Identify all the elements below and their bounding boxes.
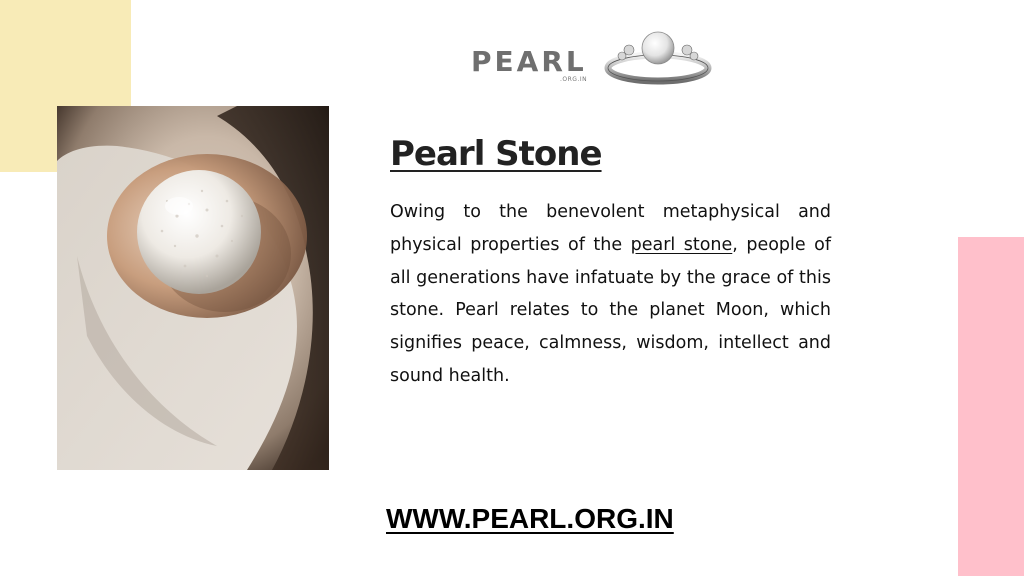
pearl-photo	[57, 106, 329, 470]
logo-subtext: .ORG.IN	[560, 76, 588, 83]
pink-accent-block	[958, 237, 1024, 576]
article-paragraph	[390, 196, 831, 393]
page-title: Pearl Stone	[390, 134, 602, 174]
site-logo[interactable]	[468, 28, 713, 88]
pearl-ring-icon	[603, 28, 713, 86]
paragraph-text-start: Owing to the benevolent metaphysical and physical properties of the	[390, 202, 831, 255]
paragraph-text-end: , people of all generations have infatuate by the grace of this stone. Pearl relates to the planet Moon, which signifies peace, calmness, wisdom, intellect and sound health.	[390, 234, 832, 386]
logo-wordmark: PEARL	[471, 45, 587, 78]
website-link[interactable]: WWW.PEARL.ORG.IN	[386, 503, 674, 534]
pearl-stone-link[interactable]: pearl stone	[630, 234, 733, 255]
